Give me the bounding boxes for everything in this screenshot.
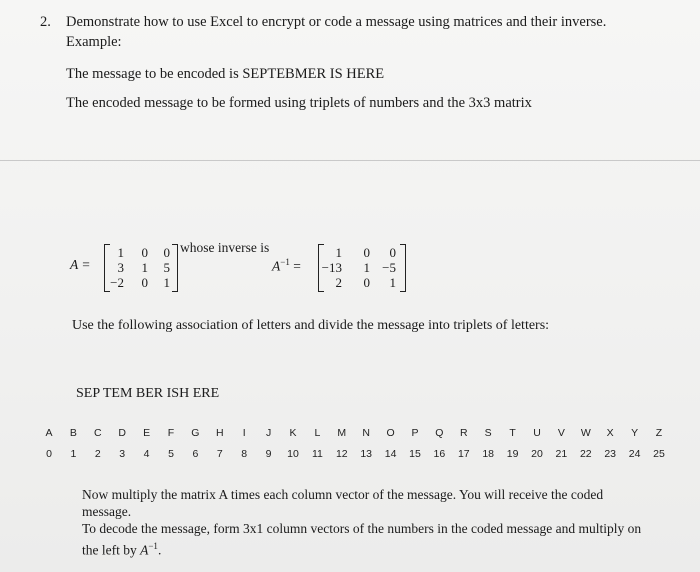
closing-line-4 xyxy=(82,538,161,559)
alphabet-number: 22 xyxy=(579,448,592,460)
alphabet-letter: B xyxy=(69,427,77,439)
alphabet-number: 24 xyxy=(628,448,641,460)
matrix-inverse-label xyxy=(272,257,301,275)
ainv-cell: 2 xyxy=(335,275,342,290)
alphabet-letter: I xyxy=(242,427,246,439)
alphabet-number: 15 xyxy=(409,448,421,460)
alphabet-number: 18 xyxy=(482,448,495,460)
alphabet-number: 17 xyxy=(457,448,470,460)
matrix-a-label: A = xyxy=(70,257,91,272)
ainv-cell: −13 xyxy=(321,260,342,275)
a-cell: 0 xyxy=(141,275,148,290)
alphabet-number: 25 xyxy=(653,448,665,460)
a-cell: 5 xyxy=(163,260,170,275)
alphabet-letter: S xyxy=(484,427,492,439)
alphabet-letter: P xyxy=(411,427,419,439)
alphabet-number: 13 xyxy=(360,448,373,460)
a-cell: 3 xyxy=(117,260,124,275)
alphabet-letter: K xyxy=(289,427,297,439)
a-cell: 1 xyxy=(117,245,124,260)
alphabet-letter: C xyxy=(94,427,102,439)
alphabet-letter: Y xyxy=(631,427,639,439)
whose-inverse-text: whose inverse is xyxy=(180,240,270,255)
alphabet-letter: A xyxy=(45,427,53,439)
a-cell: 1 xyxy=(141,260,148,275)
alphabet-letter: O xyxy=(386,427,395,439)
alphabet-numbers-row xyxy=(0,448,700,462)
alphabet-letters-row xyxy=(0,427,700,441)
alphabet-number: 16 xyxy=(433,448,446,460)
a-cell: −2 xyxy=(110,275,124,290)
alphabet-letter: W xyxy=(580,427,591,439)
ainv-cell: −5 xyxy=(382,260,396,275)
alphabet-letter: M xyxy=(337,427,347,439)
alphabet-letter: D xyxy=(118,427,126,439)
closing-line-1: Now multiply the matrix A times each column vector of the message. You will receive the coded xyxy=(82,487,604,502)
instruction-text: Use the following association of letters and divide the message into triplets of letters: xyxy=(72,318,550,333)
alphabet-number: 23 xyxy=(604,448,617,460)
alphabet-letter: E xyxy=(143,427,151,439)
ainv-cell: 1 xyxy=(363,260,370,275)
closing-prefix: the left by xyxy=(82,542,141,558)
alphabet-letter: U xyxy=(533,427,541,439)
problem-title: Demonstrate how to use Excel to encrypt or code a message using matrices and their inverse. xyxy=(66,14,607,30)
ainv-cell: 1 xyxy=(335,245,342,260)
ainv-cell: 0 xyxy=(389,245,396,260)
alphabet-letter: F xyxy=(167,427,175,439)
encoded-line: The encoded message to be formed using triplets of numbers and the 3x3 matrix xyxy=(66,95,532,111)
alphabet-number: 1 xyxy=(70,448,77,460)
alphabet-letter: H xyxy=(216,427,224,439)
alphabet-number: 19 xyxy=(506,448,519,460)
alphabet-letter: N xyxy=(362,427,370,439)
alphabet-letter: X xyxy=(606,427,614,439)
alphabet-letter: R xyxy=(460,427,468,439)
section-divider xyxy=(0,160,700,161)
matrix-a xyxy=(104,244,178,292)
alphabet-letter: J xyxy=(265,427,272,439)
closing-suffix: . xyxy=(157,542,162,558)
alphabet-letter: V xyxy=(557,427,565,439)
alphabet-number: 11 xyxy=(311,448,323,460)
bracket-right xyxy=(172,244,178,292)
closing-exponent: −1 xyxy=(148,541,158,551)
alphabet-number: 21 xyxy=(555,448,568,460)
inverse-exponent: −1 xyxy=(280,257,290,267)
alphabet-letter: L xyxy=(314,427,321,439)
alphabet-letter: Q xyxy=(435,427,444,439)
ainv-cell: 0 xyxy=(363,245,370,260)
message-line: The message to be encoded is SEPTEBMER IS HERE xyxy=(66,66,385,82)
alphabet-letter: Z xyxy=(655,427,663,439)
alphabet-number: 2 xyxy=(94,448,101,460)
problem-number: 2. xyxy=(40,14,51,30)
a-cell: 0 xyxy=(141,245,148,260)
matrix-a-inverse xyxy=(318,244,406,292)
ainv-cell: 0 xyxy=(363,275,370,290)
alphabet-number: 4 xyxy=(143,448,150,460)
example-label: Example: xyxy=(66,34,122,50)
alphabet-number: 14 xyxy=(384,448,397,460)
inverse-symbol: A xyxy=(272,258,281,274)
a-cell: 0 xyxy=(163,245,170,260)
alphabet-number: 3 xyxy=(119,448,126,460)
alphabet-number: 12 xyxy=(335,448,348,460)
alphabet-number: 6 xyxy=(192,448,199,460)
triplets-text: SEP TEM BER ISH ERE xyxy=(76,386,220,401)
alphabet-letter: G xyxy=(191,427,200,439)
equals-sign: = xyxy=(293,258,301,274)
closing-symbol: A xyxy=(140,542,149,558)
ainv-cell: 1 xyxy=(389,275,396,290)
alphabet-number: 10 xyxy=(287,448,299,460)
alphabet-letter: T xyxy=(509,427,516,439)
alphabet-number: 8 xyxy=(241,448,248,460)
alphabet-number: 7 xyxy=(216,448,223,460)
alphabet-number: 20 xyxy=(531,448,543,460)
bracket-right xyxy=(400,244,406,292)
closing-line-2: message. xyxy=(82,504,132,519)
alphabet-number: 5 xyxy=(168,448,174,460)
closing-line-3: To decode the message, form 3x1 column vectors of the numbers in the coded message and multiply on xyxy=(82,521,642,536)
alphabet-number: 9 xyxy=(265,448,272,460)
alphabet-number: 0 xyxy=(46,448,52,460)
a-cell: 1 xyxy=(163,275,170,290)
